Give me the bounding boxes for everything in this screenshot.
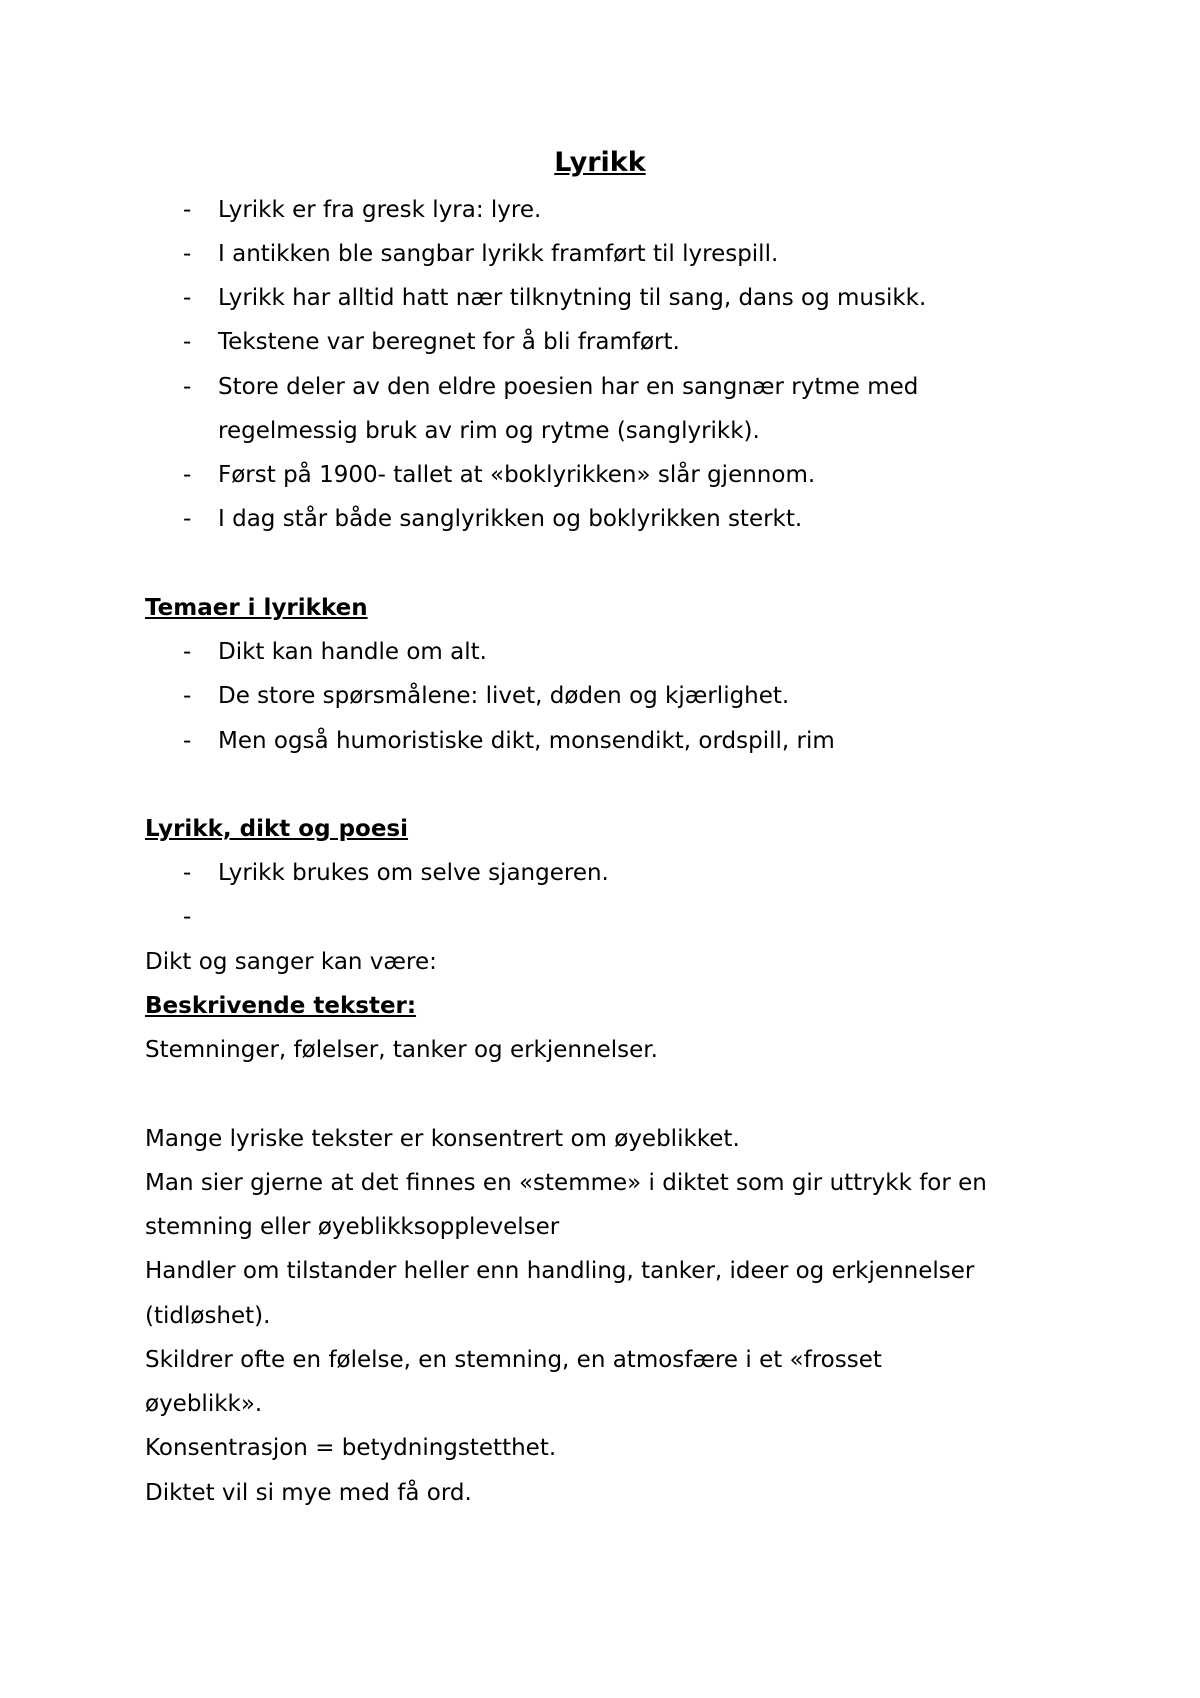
paragraph-intro: Dikt og sanger kan være:: [145, 949, 437, 975]
list-item-continuation: regelmessig bruk av rim og rytme (sanglyrikk).: [218, 418, 760, 444]
bullet-dash: -: [183, 462, 192, 488]
list-item: Lyrikk brukes om selve sjangeren.: [218, 860, 609, 886]
bullet-dash: -: [183, 374, 192, 400]
bullet-dash: -: [183, 904, 192, 930]
list-item: De store spørsmålene: livet, døden og kjærlighet.: [218, 683, 790, 709]
bullet-dash: -: [183, 197, 192, 223]
section-heading-terms: Lyrikk, dikt og poesi: [145, 816, 409, 842]
paragraph-line: Konsentrasjon = betydningstetthet.: [145, 1435, 557, 1461]
list-item: Lyrikk har alltid hatt nær tilknytning til sang, dans og musikk.: [218, 285, 927, 311]
list-item: I dag står både sanglyrikken og boklyrikken sterkt.: [218, 506, 803, 532]
list-item: Først på 1900- tallet at «boklyrikken» slår gjennom.: [218, 462, 816, 488]
bullet-dash: -: [183, 728, 192, 754]
paragraph-line: øyeblikk».: [145, 1391, 263, 1417]
list-item: Lyrikk er fra gresk lyra: lyre.: [218, 197, 542, 223]
bullet-dash: -: [183, 329, 192, 355]
list-item: Tekstene var beregnet for å bli framført.: [218, 329, 680, 355]
section-heading-descriptive: Beskrivende tekster:: [145, 993, 417, 1019]
bullet-dash: -: [183, 860, 192, 886]
paragraph: Stemninger, følelser, tanker og erkjennelser.: [145, 1037, 658, 1063]
paragraph-line: stemning eller øyeblikksopplevelser: [145, 1214, 560, 1240]
paragraph-line: Skildrer ofte en følelse, en stemning, en atmosfære i et «frosset: [145, 1347, 882, 1373]
bullet-dash: -: [183, 683, 192, 709]
paragraph-line: (tidløshet).: [145, 1303, 271, 1329]
page-title: Lyrikk: [554, 147, 646, 178]
list-item: Store deler av den eldre poesien har en sangnær rytme med: [218, 374, 919, 400]
list-item: I antikken ble sangbar lyrikk framført til lyrespill.: [218, 241, 779, 267]
bullet-dash: -: [183, 285, 192, 311]
bullet-dash: -: [183, 241, 192, 267]
section-heading-themes: Temaer i lyrikken: [145, 595, 368, 621]
paragraph-line: Man sier gjerne at det finnes en «stemme» i diktet som gir uttrykk for en: [145, 1170, 987, 1196]
bullet-dash: -: [183, 639, 192, 665]
paragraph-line: Diktet vil si mye med få ord.: [145, 1480, 472, 1506]
list-item: Men også humoristiske dikt, monsendikt, ordspill, rim: [218, 728, 835, 754]
paragraph-line: Mange lyriske tekster er konsentrert om øyeblikket.: [145, 1126, 740, 1152]
list-item: Dikt kan handle om alt.: [218, 639, 487, 665]
paragraph-line: Handler om tilstander heller enn handling, tanker, ideer og erkjennelser: [145, 1258, 975, 1284]
bullet-dash: -: [183, 506, 192, 532]
